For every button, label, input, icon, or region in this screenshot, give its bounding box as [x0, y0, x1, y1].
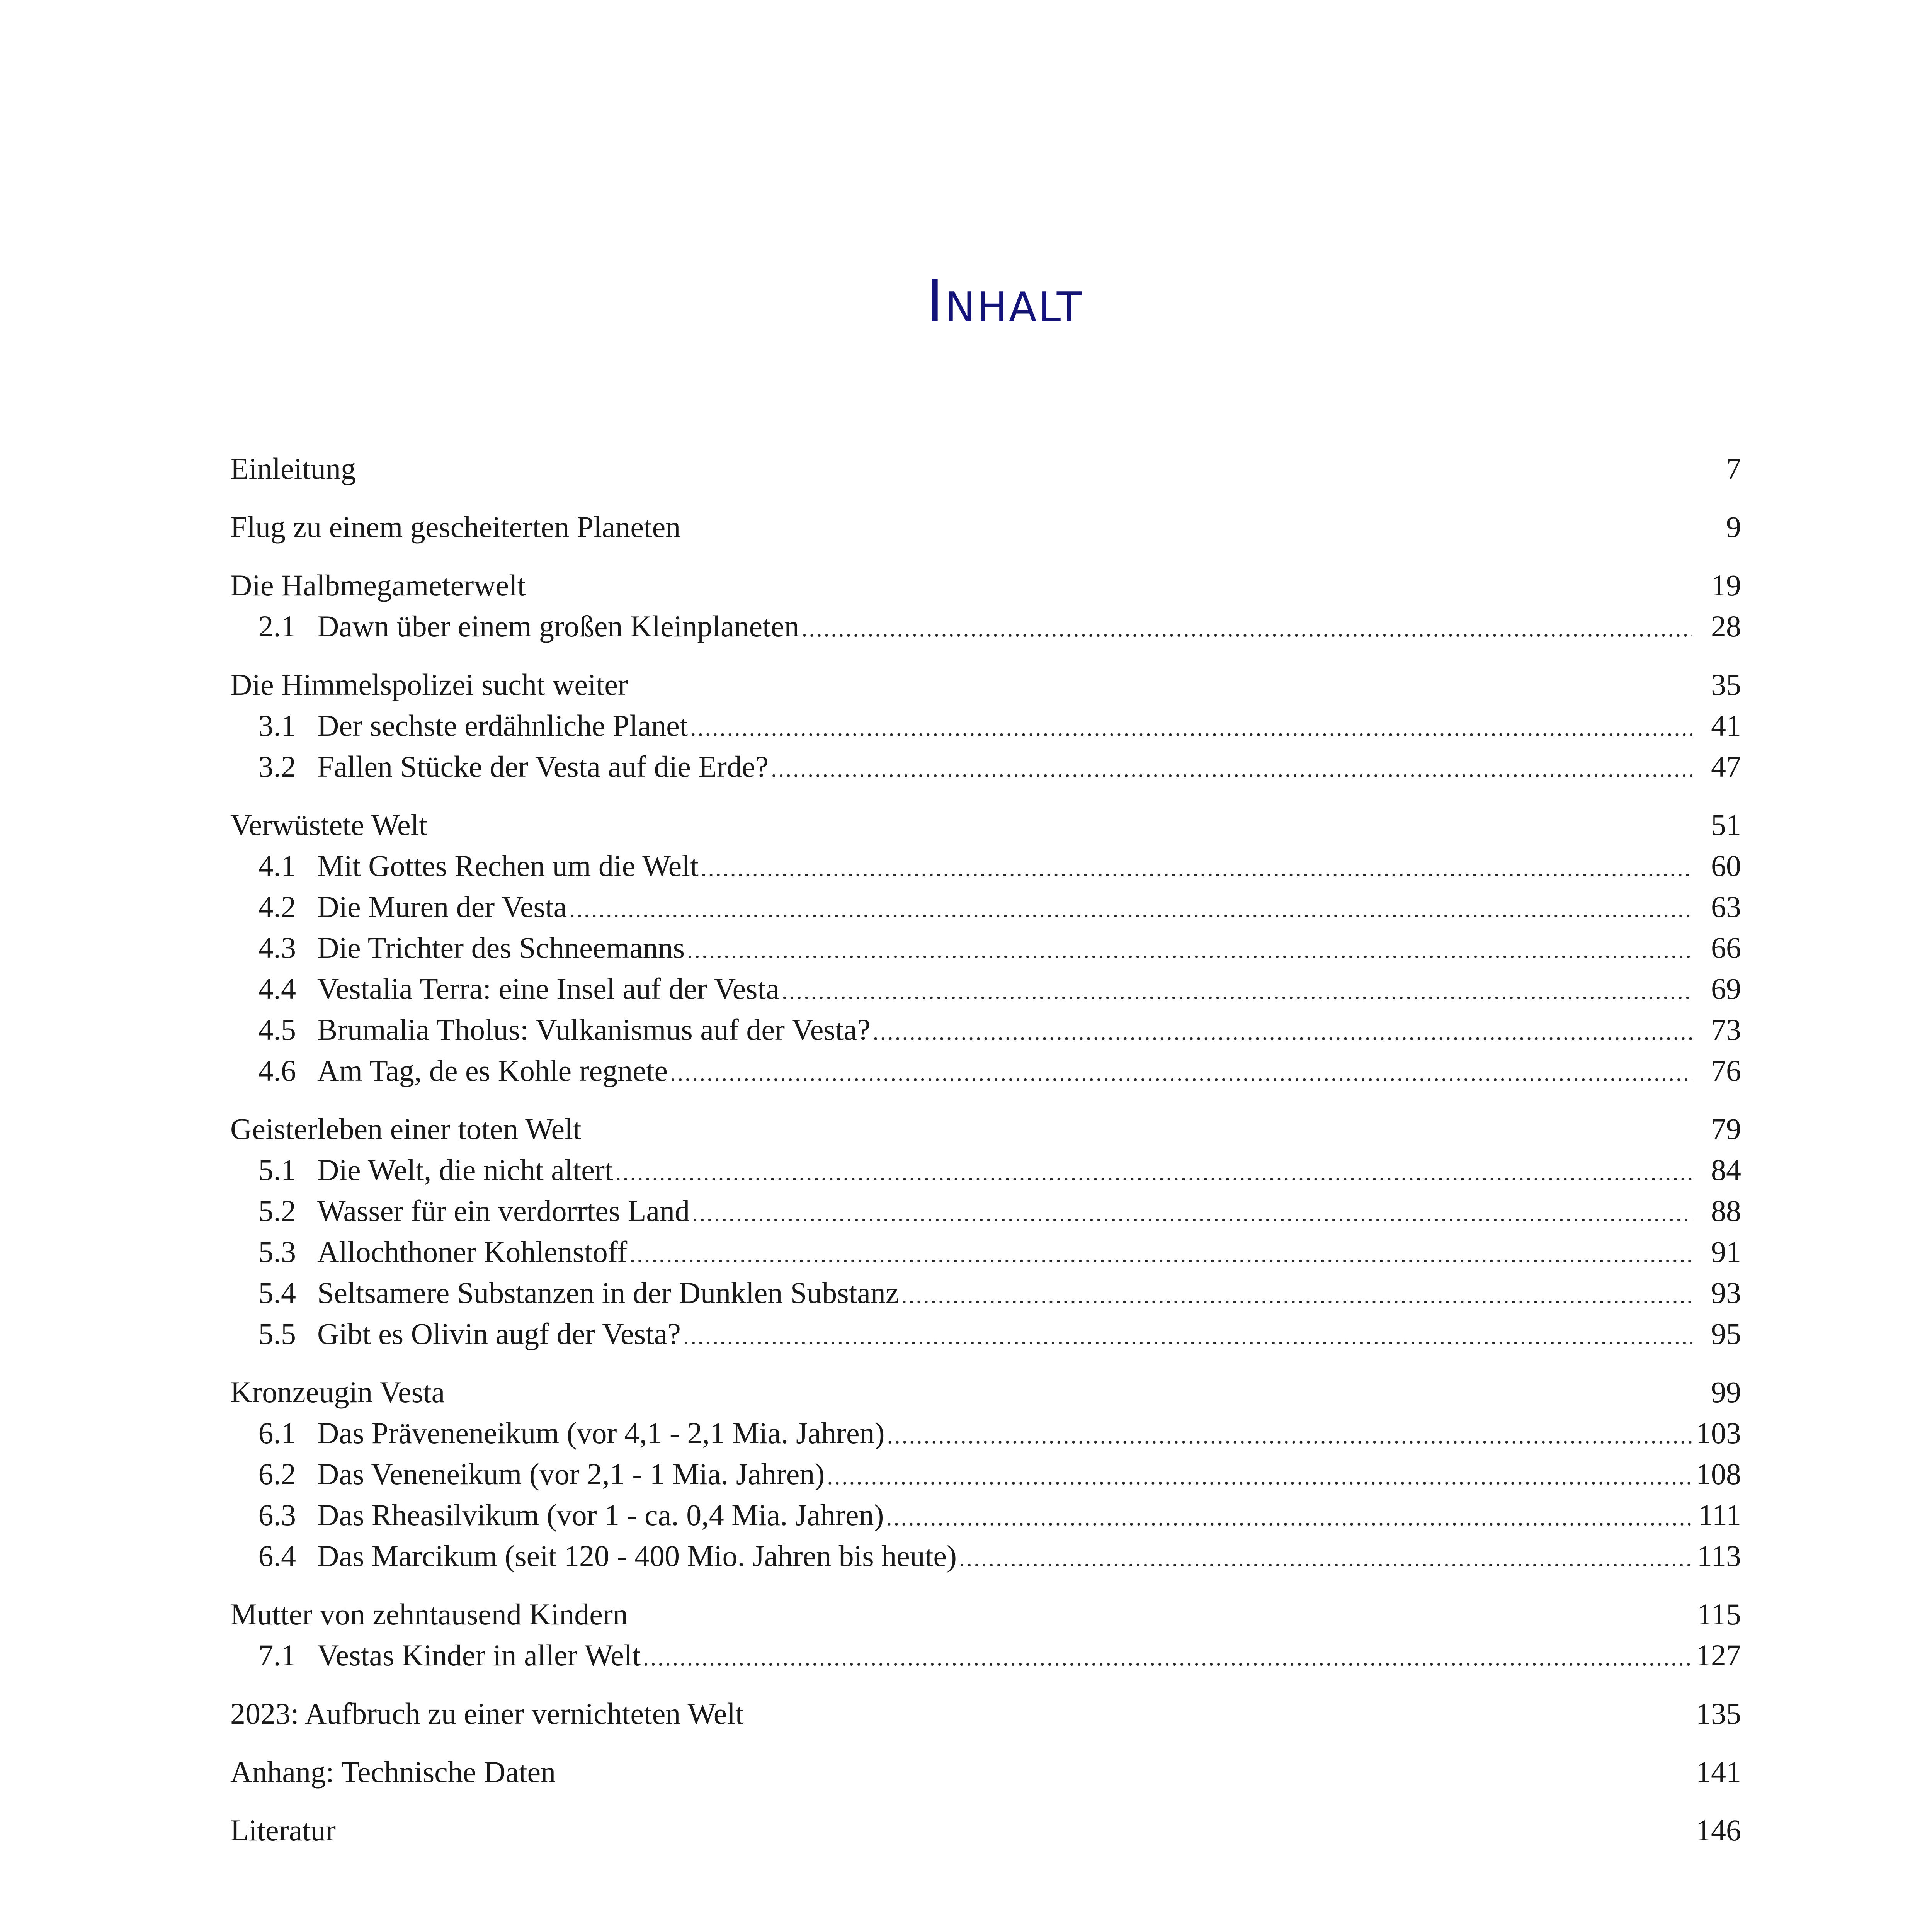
chapter-title: Literatur — [230, 1813, 336, 1847]
page-number: 35 — [1711, 668, 1741, 701]
section-number: 6.3 — [258, 1498, 296, 1532]
dot-leader — [901, 1275, 1693, 1316]
section-number: 5.5 — [258, 1317, 296, 1350]
dot-leader — [692, 1193, 1692, 1234]
page-title: Inhalt — [926, 268, 1083, 335]
chapter-title: Kronzeugin Vesta — [230, 1375, 445, 1409]
page-number: 91 — [1711, 1235, 1741, 1269]
page-number: 93 — [1711, 1276, 1741, 1310]
section-number: 6.2 — [258, 1457, 296, 1491]
toc-subsection[interactable] — [230, 1413, 1741, 1454]
section-number: 5.3 — [258, 1235, 296, 1269]
page-number: 66 — [1711, 931, 1741, 964]
page-number: 73 — [1711, 1013, 1741, 1046]
dot-leader — [569, 889, 1692, 930]
section-number: 5.2 — [258, 1194, 296, 1228]
dot-leader — [887, 1415, 1692, 1456]
dot-leader — [670, 1053, 1692, 1094]
dot-leader — [827, 1456, 1692, 1497]
page-number: 7 — [1726, 452, 1741, 485]
table-of-contents — [230, 448, 1741, 1851]
section-number: 7.1 — [258, 1638, 296, 1672]
section-title: Die Muren der Vesta — [317, 890, 567, 923]
toc-chapter[interactable] — [230, 448, 1741, 489]
toc-subsection[interactable] — [230, 1050, 1741, 1091]
toc-subsection[interactable] — [230, 1536, 1741, 1577]
toc-subsection[interactable] — [230, 1635, 1741, 1676]
page-number: 103 — [1696, 1416, 1741, 1450]
page-number: 41 — [1711, 709, 1741, 742]
chapter-title: Einleitung — [230, 452, 356, 485]
toc-chapter[interactable] — [230, 804, 1741, 845]
toc-subsection[interactable] — [230, 1454, 1741, 1495]
dot-leader — [616, 1152, 1692, 1193]
toc-subsection[interactable] — [230, 705, 1741, 746]
section-title: Das Veneneikum (vor 2,1 - 1 Mia. Jahren) — [317, 1457, 825, 1491]
toc-chapter[interactable] — [230, 1109, 1741, 1150]
section-title: Seltsamere Substanzen in der Dunklen Substanz — [317, 1276, 899, 1310]
section-title: Vestalia Terra: eine Insel auf der Vesta — [317, 972, 779, 1005]
dot-leader — [643, 1637, 1692, 1678]
chapter-title: Geisterleben einer toten Welt — [230, 1112, 582, 1146]
page-number: 76 — [1711, 1054, 1741, 1087]
dot-leader — [771, 748, 1692, 789]
section-number: 5.4 — [258, 1276, 296, 1310]
page-number: 141 — [1696, 1755, 1741, 1789]
page-number: 88 — [1711, 1194, 1741, 1228]
dot-leader — [886, 1497, 1692, 1538]
section-title: Die Welt, die nicht altert — [317, 1153, 613, 1187]
page-number: 146 — [1696, 1813, 1741, 1847]
section-number: 6.4 — [258, 1539, 296, 1573]
section-title: Gibt es Olivin augf der Vesta? — [317, 1317, 681, 1350]
toc-chapter[interactable] — [230, 1693, 1741, 1734]
toc-subsection[interactable] — [230, 1313, 1741, 1354]
toc-subsection[interactable] — [230, 886, 1741, 927]
dot-leader — [687, 930, 1692, 971]
section-title: Brumalia Tholus: Vulkanismus auf der Vesta? — [317, 1013, 871, 1046]
section-number: 4.2 — [258, 890, 296, 923]
toc-subsection[interactable] — [230, 606, 1741, 647]
dot-leader — [873, 1012, 1692, 1053]
dot-leader — [683, 1316, 1692, 1357]
section-number: 4.4 — [258, 972, 296, 1005]
chapter-title: Flug zu einem gescheiterten Planeten — [230, 510, 681, 544]
toc-chapter[interactable] — [230, 664, 1741, 705]
dot-leader — [802, 608, 1692, 649]
page-number: 115 — [1697, 1597, 1741, 1631]
chapter-title: Die Halbmegameterwelt — [230, 568, 526, 602]
section-number: 3.2 — [258, 750, 296, 783]
section-title: Die Trichter des Schneemanns — [317, 931, 685, 964]
page-number: 113 — [1697, 1539, 1741, 1573]
page-number: 111 — [1698, 1498, 1741, 1532]
toc-chapter[interactable] — [230, 1810, 1741, 1851]
section-number: 4.6 — [258, 1054, 296, 1087]
toc-subsection[interactable] — [230, 1009, 1741, 1050]
section-title: Das Rheasilvikum (vor 1 - ca. 0,4 Mia. Jahren) — [317, 1498, 884, 1532]
toc-subsection[interactable] — [230, 1272, 1741, 1313]
toc-subsection[interactable] — [230, 968, 1741, 1009]
chapter-title: Verwüstete Welt — [230, 808, 427, 842]
toc-subsection[interactable] — [230, 845, 1741, 886]
section-number: 6.1 — [258, 1416, 296, 1450]
page-number: 19 — [1711, 568, 1741, 602]
dot-leader — [690, 707, 1692, 748]
chapter-title: Anhang: Technische Daten — [230, 1755, 556, 1789]
section-title: Wasser für ein verdorrtes Land — [317, 1194, 690, 1228]
dot-leader — [701, 848, 1692, 889]
toc-chapter[interactable] — [230, 1752, 1741, 1793]
section-number: 4.3 — [258, 931, 296, 964]
page-number: 135 — [1696, 1697, 1741, 1730]
section-title: Fallen Stücke der Vesta auf die Erde? — [317, 750, 769, 783]
page-number: 9 — [1726, 510, 1741, 544]
toc-subsection[interactable] — [230, 1231, 1741, 1272]
page-number: 60 — [1711, 849, 1741, 883]
page-number: 63 — [1711, 890, 1741, 923]
toc-chapter[interactable] — [230, 507, 1741, 548]
toc-chapter[interactable] — [230, 565, 1741, 606]
toc-subsection[interactable] — [230, 1495, 1741, 1536]
chapter-title: Mutter von zehntausend Kindern — [230, 1597, 628, 1631]
page-number: 127 — [1696, 1638, 1741, 1672]
section-title: Das Marcikum (seit 120 - 400 Mio. Jahren bis heute) — [317, 1539, 957, 1573]
dot-leader — [959, 1538, 1692, 1579]
section-title: Das Präveneneikum (vor 4,1 - 2,1 Mia. Jahren) — [317, 1416, 885, 1450]
section-title: Am Tag, de es Kohle regnete — [317, 1054, 668, 1087]
page-number: 51 — [1711, 808, 1741, 842]
section-title: Mit Gottes Rechen um die Welt — [317, 849, 699, 883]
toc-subsection[interactable] — [230, 927, 1741, 968]
section-number: 4.1 — [258, 849, 296, 883]
page-number: 47 — [1711, 750, 1741, 783]
toc-subsection[interactable] — [230, 1150, 1741, 1190]
page-number: 99 — [1711, 1375, 1741, 1409]
toc-chapter[interactable] — [230, 1372, 1741, 1413]
section-title: Allochthoner Kohlenstoff — [317, 1235, 628, 1269]
toc-subsection[interactable] — [230, 1190, 1741, 1231]
section-number: 4.5 — [258, 1013, 296, 1046]
chapter-title: 2023: Aufbruch zu einer vernichteten Welt — [230, 1697, 744, 1730]
page-number: 84 — [1711, 1153, 1741, 1187]
section-number: 5.1 — [258, 1153, 296, 1187]
chapter-title: Die Himmelspolizei sucht weiter — [230, 668, 628, 701]
page-number: 28 — [1711, 609, 1741, 643]
dot-leader — [629, 1234, 1692, 1275]
section-title: Dawn über einem großen Kleinplaneten — [317, 609, 799, 643]
page-number: 108 — [1696, 1457, 1741, 1491]
section-number: 2.1 — [258, 609, 296, 643]
page-number: 95 — [1711, 1317, 1741, 1350]
section-title: Vestas Kinder in aller Welt — [317, 1638, 641, 1672]
page-number: 79 — [1711, 1112, 1741, 1146]
toc-subsection[interactable] — [230, 746, 1741, 787]
dot-leader — [782, 971, 1692, 1012]
toc-chapter[interactable] — [230, 1594, 1741, 1635]
section-title: Der sechste erdähnliche Planet — [317, 709, 688, 742]
page-number: 69 — [1711, 972, 1741, 1005]
section-number: 3.1 — [258, 709, 296, 742]
